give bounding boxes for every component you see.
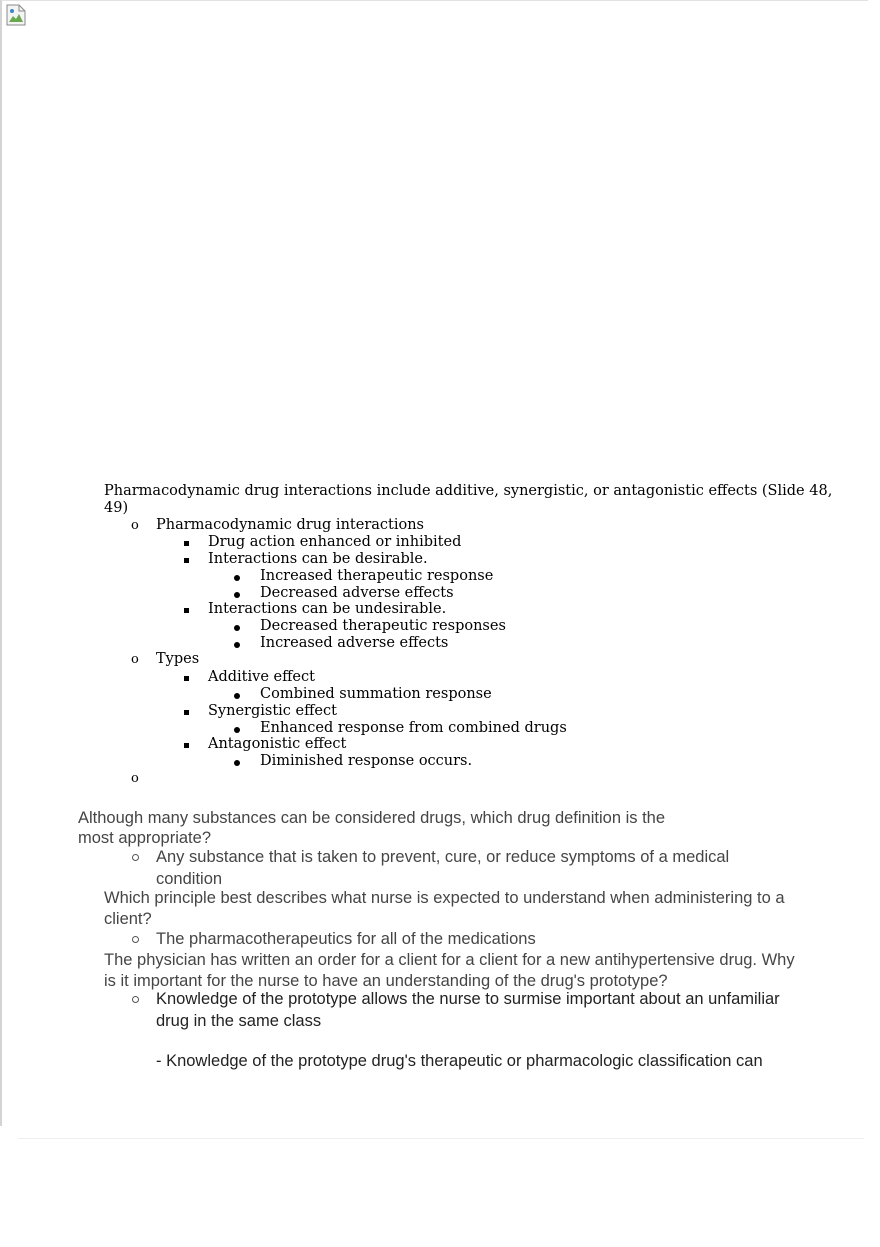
question-3-line-1: The physician has written an order for a client for a client for a new antihypertensive drug. Why xyxy=(104,951,795,969)
list-bullet-dot xyxy=(234,760,240,766)
list-bullet-square xyxy=(184,676,189,681)
list-bullet-square xyxy=(184,608,189,613)
outline-subitem: Diminished response occurs. xyxy=(260,753,473,769)
outline-item: Interactions can be undesirable. xyxy=(208,601,447,617)
outline-section-types: Types xyxy=(156,651,200,667)
question-3-line-2: is it important for the nurse to have an understanding of the drug's prototype? xyxy=(104,972,668,990)
outline-item: Drug action enhanced or inhibited xyxy=(208,534,462,550)
outline-subitem: Decreased therapeutic responses xyxy=(260,618,506,634)
list-bullet-circle: o xyxy=(131,518,139,533)
question-2-line-1: Which principle best describes what nurse is expected to understand when administering to a xyxy=(104,889,785,907)
outline-subitem: Enhanced response from combined drugs xyxy=(260,720,567,736)
answer-2: The pharmacotherapeutics for all of the medications xyxy=(156,930,536,948)
list-bullet-ring xyxy=(132,936,139,943)
question-1-line-2: most appropriate? xyxy=(78,829,211,847)
list-bullet-ring xyxy=(132,996,139,1003)
outline-item: Interactions can be desirable. xyxy=(208,551,428,567)
outline-subitem: Increased therapeutic response xyxy=(260,568,494,584)
answer-3-line-1: Knowledge of the prototype allows the nurse to surmise important about an unfamiliar xyxy=(156,990,780,1008)
outline-section-pharmacodynamic: Pharmacodynamic drug interactions xyxy=(156,517,424,533)
broken-image-icon xyxy=(5,4,27,27)
list-bullet-dot xyxy=(234,727,240,733)
list-bullet-square xyxy=(184,710,189,715)
list-bullet-dot xyxy=(234,642,240,648)
list-bullet-circle: o xyxy=(131,771,139,786)
list-bullet-circle: o xyxy=(131,652,139,667)
list-bullet-square xyxy=(184,558,189,563)
answer-1-line-2: condition xyxy=(156,870,223,888)
answer-3-line-2: drug in the same class xyxy=(156,1012,322,1030)
question-2-line-2: client? xyxy=(104,910,152,928)
outline-subitem: Increased adverse effects xyxy=(260,635,449,651)
list-bullet-dot xyxy=(234,693,240,699)
page-bottom-divider xyxy=(18,1138,864,1139)
answer-1-line-1: Any substance that is taken to prevent, cure, or reduce symptoms of a medical xyxy=(156,848,730,866)
intro-line-2: 49) xyxy=(104,500,129,516)
list-bullet-square xyxy=(184,743,189,748)
outline-item: Additive effect xyxy=(208,669,315,685)
list-bullet-square xyxy=(184,541,189,546)
question-1-line-1: Although many substances can be considered drugs, which drug definition is the xyxy=(78,809,666,827)
list-bullet-ring xyxy=(132,854,139,861)
outline-item: Synergistic effect xyxy=(208,703,337,719)
list-bullet-dot xyxy=(234,625,240,631)
answer-3-line-3: - Knowledge of the prototype drug's therapeutic or pharmacologic classification can xyxy=(156,1052,763,1070)
intro-line-1: Pharmacodynamic drug interactions include additive, synergistic, or antagonistic effects (Slide 48, xyxy=(104,483,833,499)
list-bullet-dot xyxy=(234,592,240,598)
outline-subitem: Decreased adverse effects xyxy=(260,585,454,601)
outline-item: Antagonistic effect xyxy=(208,736,347,752)
outline-subitem: Combined summation response xyxy=(260,686,492,702)
list-bullet-dot xyxy=(234,575,240,581)
